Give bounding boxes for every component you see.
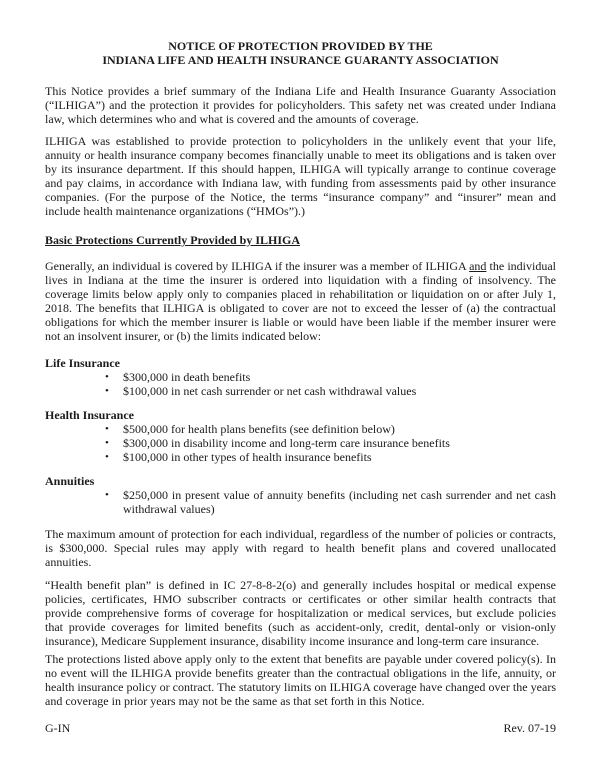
bullet-icon: • bbox=[105, 423, 109, 435]
health-insurance-bullet-list bbox=[45, 422, 556, 464]
paragraph-maximum-protection: The maximum amount of protection for each individual, regardless of the number of policies or contracts, is $300,000. Special rules may apply with regard to health benefit plans and covered unallocated annuities. bbox=[45, 527, 556, 569]
bullet-icon: • bbox=[105, 371, 109, 383]
section-annuities bbox=[45, 474, 556, 516]
paragraph-health-benefit-plan: “Health benefit plan” is defined in IC 27-8-8-2(o) and generally includes hospital or medical expense policies, certificates, HMO subscriber contracts or certificates or other similar health contracts that provide comprehensive forms of coverage for hospitalization or medical services, but exclude policies that provide coverages for limited benefits (such as accident-only, credit, dental-only or vision-only insurance), Medicare Supplement insurance, disability income insurance and long-term care insurance. bbox=[45, 578, 556, 648]
document-footer bbox=[45, 721, 556, 735]
coverage-text-post: the individual lives in Indiana at the time the insurer is ordered into liquidation with a finding of insolvency. The coverage limits below apply only to companies placed in rehabilitation or liquidation on or after July 1, 2018. The benefits that ILHIGA is obligated to cover are not to exceed the lesser of (a) the contractual obligations for which the member insurer is liable or would have been liable if the member insurer were not an insolvent insurer, or (b) the limits indicated below: bbox=[45, 259, 556, 343]
bullet-item bbox=[45, 450, 556, 464]
section-title-health-insurance: Health Insurance bbox=[45, 408, 135, 422]
bullet-text: $500,000 for health plans benefits (see definition below) bbox=[123, 422, 395, 436]
paragraph-protections-limits: The protections listed above apply only to the extent that benefits are payable under covered policy(s). In no event will the ILHIGA provide benefits greater than the contractual obligations in the life, annuity, or health insurance policy or contract. The statutory limits on ILHIGA coverage have changed over the years and coverage in prior years may not be the same as that set forth in this Notice. bbox=[45, 652, 556, 708]
title-line-2: INDIANA LIFE AND HEALTH INSURANCE GUARANTY ASSOCIATION bbox=[102, 53, 499, 67]
document-title bbox=[45, 39, 556, 67]
section-title-annuities: Annuities bbox=[45, 474, 95, 488]
bullet-item bbox=[45, 384, 556, 398]
section-title-life-insurance: Life Insurance bbox=[45, 356, 120, 370]
heading-basic-protections: Basic Protections Currently Provided by ILHIGA bbox=[45, 233, 300, 247]
bullet-icon: • bbox=[105, 437, 109, 449]
bullet-text: $300,000 in disability income and long-term care insurance benefits bbox=[123, 436, 450, 450]
section-health-insurance bbox=[45, 408, 556, 464]
bullet-item bbox=[45, 488, 556, 516]
annuities-bullet-list bbox=[45, 488, 556, 516]
footer-form-code: G-IN bbox=[45, 721, 71, 735]
bullet-text: $300,000 in death benefits bbox=[123, 370, 251, 384]
title-line-1: NOTICE OF PROTECTION PROVIDED BY THE bbox=[168, 39, 433, 53]
paragraph-established: ILHIGA was established to provide protection to policyholders in the unlikely event that your life, annuity or health insurance company becomes financially unable to meet its obligations and is taken over by its insurance department. If this should happen, ILHIGA will typically arrange to continue coverage and pay claims, in accordance with Indiana law, with funding from assessments paid by other insurance companies. (For the purpose of the Notice, the terms “insurance company” and “insurer” mean and include health maintenance organizations (“HMOs”).) bbox=[45, 134, 556, 218]
footer-revision: Rev. 07-19 bbox=[503, 721, 556, 735]
bullet-icon: • bbox=[105, 489, 109, 501]
coverage-underlined-word: and bbox=[469, 259, 487, 273]
bullet-item bbox=[45, 436, 556, 450]
paragraph-coverage bbox=[45, 259, 556, 343]
bullet-text: $100,000 in net cash surrender or net cash withdrawal values bbox=[123, 384, 417, 398]
paragraph-intro: This Notice provides a brief summary of the Indiana Life and Health Insurance Guaranty Association (“ILHIGA”) and the protection it provides for policyholders. This safety net was created under Indiana law, which determines who and what is covered and the amounts of coverage. bbox=[45, 84, 556, 126]
section-life-insurance bbox=[45, 356, 556, 398]
bullet-text: $250,000 in present value of annuity benefits (including net cash surrender and net cash withdrawal values) bbox=[123, 488, 556, 516]
bullet-text: $100,000 in other types of health insurance benefits bbox=[123, 450, 372, 464]
bullet-item bbox=[45, 370, 556, 384]
coverage-text-pre: Generally, an individual is covered by ILHIGA if the insurer was a member of ILHIGA bbox=[45, 259, 470, 273]
bullet-icon: • bbox=[105, 451, 109, 463]
life-insurance-bullet-list bbox=[45, 370, 556, 398]
bullet-item bbox=[45, 422, 556, 436]
bullet-icon: • bbox=[105, 385, 109, 397]
